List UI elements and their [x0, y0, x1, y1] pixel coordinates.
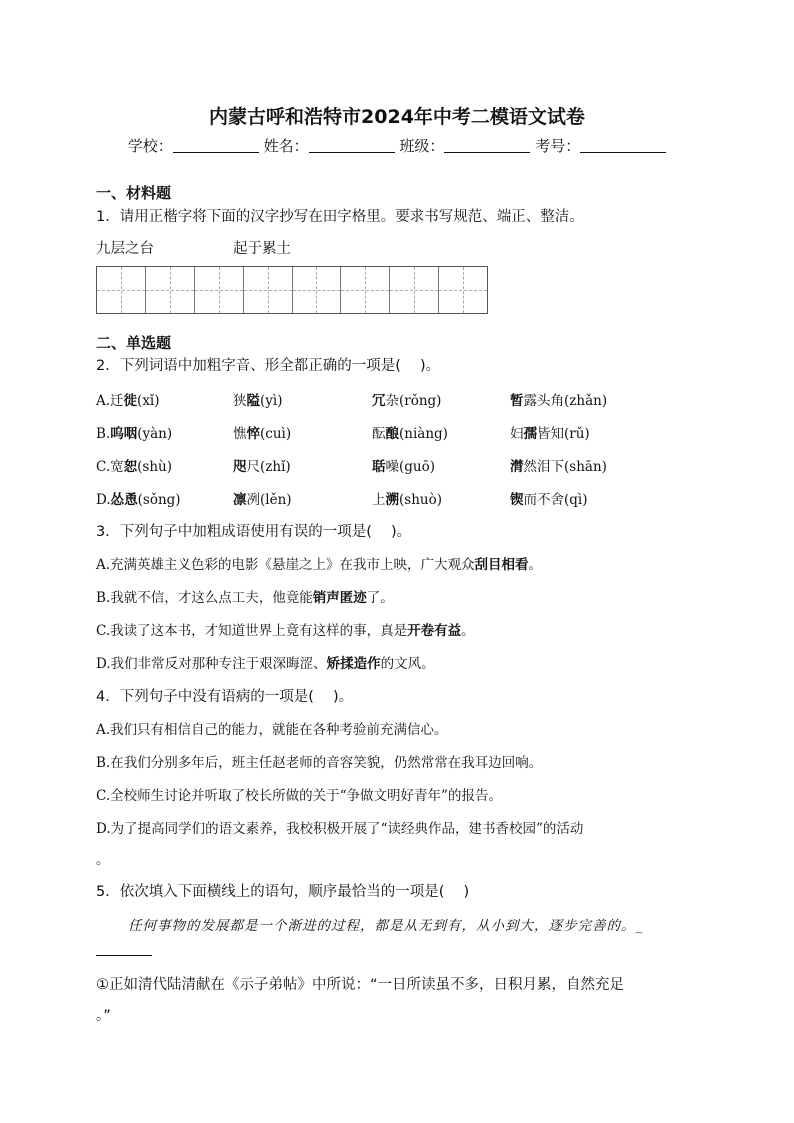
q2-option-a-3: 冗杂(rǒng)	[372, 393, 442, 409]
number-label: 考号：	[535, 137, 581, 155]
q2-option-d-2: 凛冽(lěn)	[233, 492, 292, 508]
question-2-stem: 2．下列词语中加粗字音、形全都正确的一项是( )。	[96, 358, 441, 374]
grid-cell[interactable]	[244, 267, 293, 313]
q2-option-b-2: 憔悴(cuì)	[233, 426, 292, 442]
q2-option-b-1: B.呜咽(yàn)	[96, 426, 173, 442]
class-label: 班级：	[399, 137, 445, 155]
q2-option-c-4: 潸然泪下(shān)	[510, 459, 607, 475]
q2-option-d-4: 锲而不舍(qì)	[510, 492, 588, 508]
question-5-stem: 5．依次填入下面横线上的语句，顺序最恰当的一项是( )	[96, 884, 470, 900]
question-3-stem: 3．下列句子中加粗成语使用有误的一项是( )。	[96, 524, 412, 540]
name-blank[interactable]	[309, 138, 395, 153]
student-info-line	[0, 135, 794, 156]
q3-option-d: D.我们非常反对那种专注于艰深晦涩、矫揉造作的文风。	[96, 656, 435, 672]
grid-cell[interactable]	[195, 267, 244, 313]
school-blank[interactable]	[173, 138, 259, 153]
q5-passage: 任何事物的发展都是一个渐进的过程，都是从无到有，从小到大，逐步完善的。_	[128, 918, 644, 934]
grid-cell[interactable]	[97, 267, 146, 313]
q4-option-d: D.为了提高同学们的语文素养，我校积极开展了“读经典作品，建书香校园”的活动	[96, 821, 584, 837]
class-blank[interactable]	[444, 138, 530, 153]
school-label: 学校：	[127, 137, 173, 155]
q2-option-d-1: D.怂恿(sǒng)	[96, 492, 181, 508]
q4-option-a: A.我们只有相信自己的能力，就能在各种考验前充满信心。	[96, 722, 448, 738]
q2-option-b-4: 妇孺皆知(rǔ)	[510, 426, 590, 442]
q4-option-b: B.在我们分别多年后，班主任赵老师的音容笑貌，仍然常常在我耳边回响。	[96, 755, 543, 771]
grid-cell[interactable]	[146, 267, 195, 313]
question-1-phrase-2: 起于累土	[233, 241, 291, 257]
q3-option-a: A.充满英雄主义色彩的电影《悬崖之上》在我市上映，广大观众刮目相看。	[96, 557, 543, 573]
q2-option-a-1: A.迁徙(xǐ)	[96, 393, 160, 409]
q2-option-a-2: 狭隘(yì)	[233, 393, 283, 409]
section-heading-material: 一、材料题	[96, 184, 172, 202]
q2-option-c-1: C.宽恕(shù)	[96, 459, 172, 475]
grid-cell[interactable]	[439, 267, 487, 313]
section-heading-single-choice: 二、单选题	[96, 334, 172, 352]
q2-option-c-2: 咫尺(zhǐ)	[233, 459, 291, 475]
q4-option-c: C.全校师生讨论并听取了校长所做的关于“争做文明好青年”的报告。	[96, 788, 502, 804]
answer-blank-line	[96, 955, 152, 956]
q2-option-d-3: 上溯(shuò)	[372, 492, 442, 508]
q3-option-b: B.我就不信，才这么点工夫，他竟能销声匿迹了。	[96, 590, 394, 606]
q2-option-a-4: 暂露头角(zhǎn)	[510, 393, 608, 409]
question-1-stem: 1．请用正楷字将下面的汉字抄写在田字格里。要求书写规范、端正、整洁。	[96, 209, 584, 225]
question-1-phrase-1: 九层之台	[96, 241, 154, 257]
q3-option-c: C.我读了这本书，才知道世界上竟有这样的事，真是开卷有益。	[96, 623, 475, 639]
number-blank[interactable]	[580, 138, 666, 153]
q2-option-b-3: 酝酿(niàng)	[372, 426, 448, 442]
name-label: 姓名：	[263, 137, 309, 155]
q2-option-c-3: 聒噪(guō)	[372, 459, 435, 475]
page-title: 内蒙古呼和浩特市2024年中考二模语文试卷	[209, 106, 585, 128]
q5-item-1: ①正如清代陆清献在《示子弟帖》中所说：“一日所读虽不多，日积月累，自然充足	[96, 977, 625, 993]
tianzi-grid	[96, 266, 488, 314]
grid-cell[interactable]	[390, 267, 439, 313]
grid-cell[interactable]	[293, 267, 342, 313]
q4-option-d-wrap: 。	[96, 852, 110, 868]
q5-item-1-wrap: 。”	[96, 1008, 111, 1024]
grid-cell[interactable]	[341, 267, 390, 313]
question-4-stem: 4．下列句子中没有语病的一项是( )。	[96, 689, 354, 705]
